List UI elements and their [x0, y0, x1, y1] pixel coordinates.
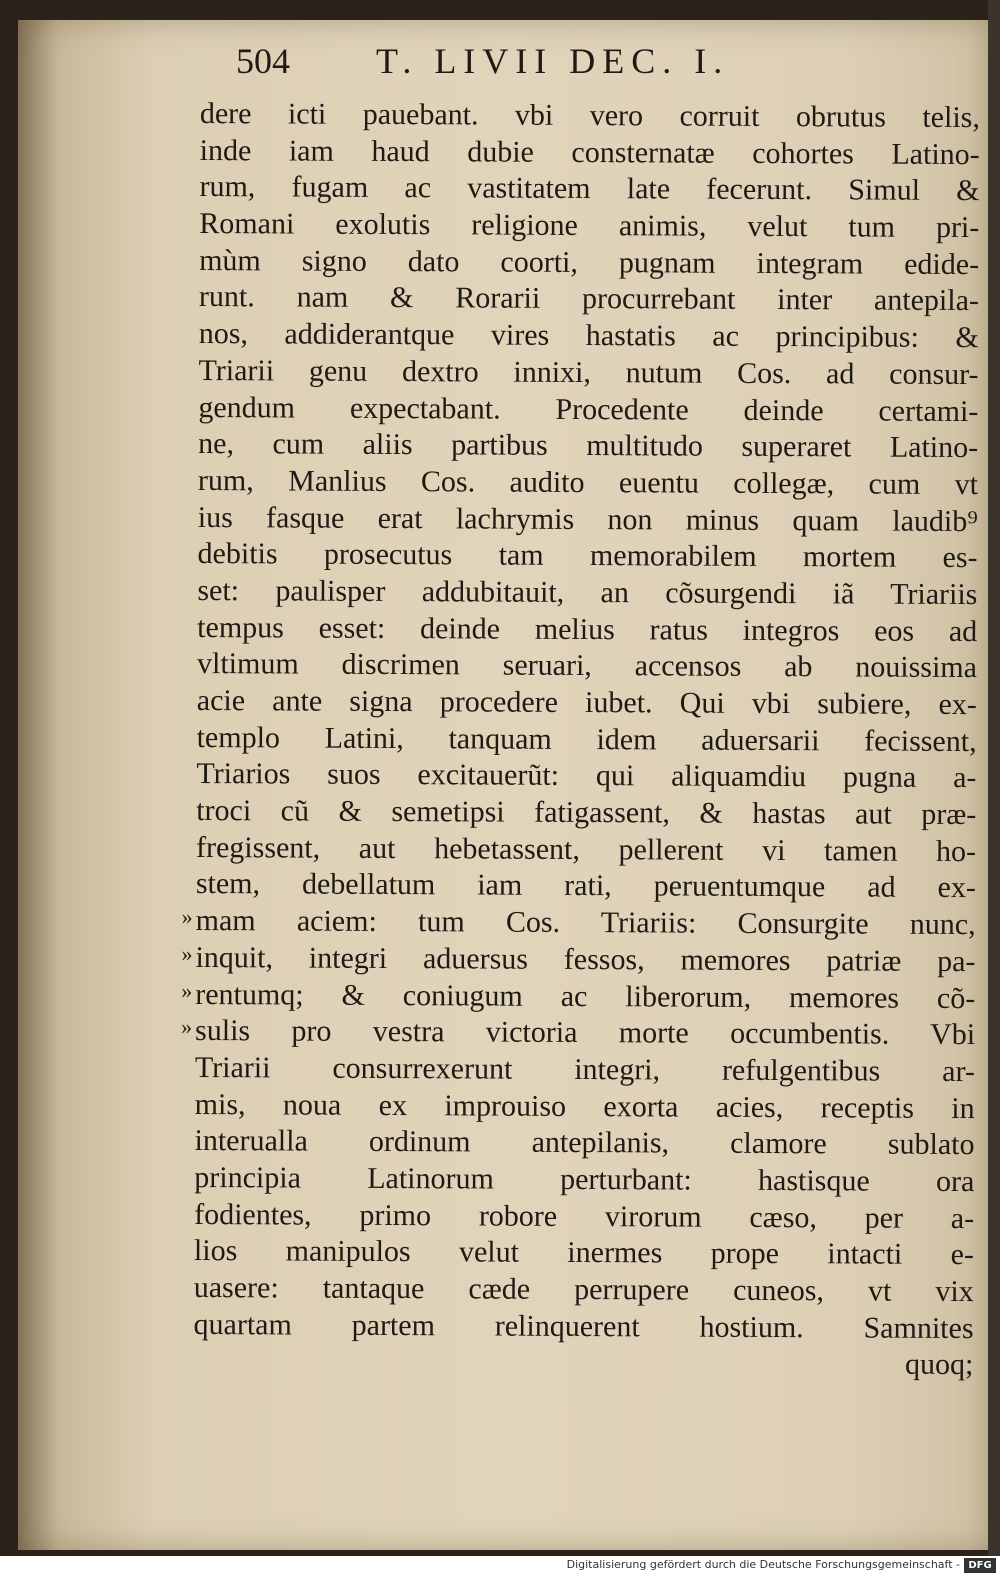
line-text: fodientes, primo robore virorum cæso, per a- — [194, 1197, 975, 1235]
line-text: fregissent, aut hebetassent, pellerent vi tamen ho- — [195, 830, 977, 868]
line-text: mam aciem: tum Cos. Triariis: Consurgite nunc, — [195, 904, 976, 942]
line-text: troci cũ & semetipsi fatigassent, & hastas aut præ- — [196, 794, 977, 832]
text-line — [199, 169, 979, 210]
line-text: Triarii genu dextro innixi, nutum Cos. ad consur- — [198, 353, 979, 391]
text-line — [196, 756, 976, 797]
line-text: mis, noua ex improuiso exorta acies, receptis in — [194, 1087, 975, 1125]
line-text: dere icti pauebant. vbi vero corruit obrutus telis, — [199, 96, 980, 135]
text-line — [199, 206, 979, 247]
page-number: 504 — [236, 41, 290, 81]
text-line — [197, 573, 977, 614]
text-line — [194, 1270, 974, 1311]
text-line — [196, 866, 976, 907]
text-line — [199, 243, 979, 284]
text-line — [198, 463, 978, 504]
text-line — [198, 426, 978, 467]
text-line — [194, 1197, 974, 1238]
line-text: ius fasque erat lachrymis non minus quam laudib⁹ — [197, 500, 978, 538]
line-text: rentumq; & coniugum ac liberorum, memores cõ- — [195, 977, 976, 1015]
line-text: nos, addiderantque vires hastatis ac principibus: & — [198, 317, 979, 355]
text-line — [197, 646, 977, 687]
line-text: set: paulisper addubitauit, an cõsurgendi iã Triariis — [197, 573, 978, 612]
text-line — [194, 1160, 974, 1201]
quotation-marker: » — [181, 940, 193, 966]
text-line — [196, 830, 976, 871]
text-line — [200, 96, 980, 137]
text-line — [197, 720, 977, 761]
line-text: templo Latini, tanquam idem aduersarii fecissent, — [196, 720, 977, 758]
line-text: principia Latinorum perturbant: hastisque ora — [194, 1160, 975, 1199]
line-text: tempus esset: deinde melius ratus integros eos ad — [197, 610, 978, 648]
running-head — [236, 36, 836, 86]
line-text: quartam partem relinquerent hostium. Samnites — [193, 1307, 974, 1345]
line-text: runt. nam & Rorarii procurrebant inter antepila- — [198, 280, 980, 318]
text-line — [194, 1123, 974, 1164]
text-line — [198, 500, 978, 541]
quotation-marker: » — [181, 1014, 193, 1040]
text-line — [198, 389, 978, 430]
line-text: rum, Manlius Cos. audito euentu collegæ, cum vt — [197, 463, 979, 501]
line-text: Romani exolutis religione animis, velut tum pri- — [199, 207, 980, 245]
page-edge-shadow — [18, 20, 58, 1550]
line-text: inde iam haud dubie consternatæ cohortes Latino- — [199, 133, 980, 171]
line-text: acie ante signa procedere iubet. Qui vbi subiere, ex- — [196, 683, 977, 722]
line-text: ne, cum aliis partibus multitudo superaret Latino- — [198, 427, 979, 465]
line-text: vltimum discrimen seruari, accensos ab nouissima — [196, 647, 978, 685]
text-line — [197, 683, 977, 724]
text-line — [195, 1050, 975, 1091]
quotation-marker: » — [181, 977, 193, 1003]
line-text: sulis pro vestra victoria morte occumbentis. Vbi — [195, 1014, 976, 1052]
text-line — [199, 279, 979, 320]
line-text: Triarii consurrexerunt integri, refulgentibus ar- — [194, 1050, 975, 1088]
text-line — [181, 976, 976, 1017]
text-line — [181, 1013, 976, 1054]
line-text: mùm signo dato coorti, pugnam integram edide- — [199, 243, 980, 281]
line-text: stem, debellatum iam rati, peruentumque ad ex- — [195, 867, 976, 905]
text-line — [196, 793, 976, 834]
text-line — [181, 940, 976, 981]
line-text: rum, fugam ac vastitatem late fecerunt. Simul & — [199, 170, 980, 208]
text-line — [181, 903, 976, 944]
body-text — [181, 96, 980, 1384]
footer-bar — [0, 1556, 1000, 1576]
dfg-logo: DFG — [964, 1558, 996, 1573]
line-text: debitis prosecutus tam memorabilem mortem es- — [197, 537, 978, 575]
text-line — [198, 536, 978, 577]
text-line — [195, 1087, 975, 1128]
text-line — [197, 610, 977, 651]
text-line — [193, 1343, 973, 1384]
scan-border-strip — [988, 0, 1000, 1556]
funding-credit: Digitalisierung gefördert durch die Deutsche Forschungsgemeinschaft - — [566, 1558, 960, 1571]
text-line — [199, 316, 979, 357]
line-text: uasere: tantaque cæde perrupere cuneos, vt vix — [193, 1270, 974, 1309]
line-text: quoq; — [904, 1348, 974, 1382]
line-text: inquit, integri aduersus fessos, memores patriæ pa- — [195, 940, 976, 978]
line-text: lios manipulos velut inermes prope intacti e- — [193, 1234, 975, 1272]
header-title: T. LIVII DEC. I. — [376, 41, 730, 81]
text-line — [193, 1307, 973, 1348]
quotation-marker: » — [181, 904, 193, 930]
line-text: Triarios suos excitauerũt: qui aliquamdiu pugna a- — [196, 757, 977, 795]
text-line — [198, 353, 978, 394]
line-text: gendum expectabant. Procedente deinde certami- — [198, 390, 979, 428]
line-text: interualla ordinum antepilanis, clamore sublato — [194, 1124, 975, 1162]
text-line — [200, 133, 980, 174]
text-line — [194, 1233, 974, 1274]
